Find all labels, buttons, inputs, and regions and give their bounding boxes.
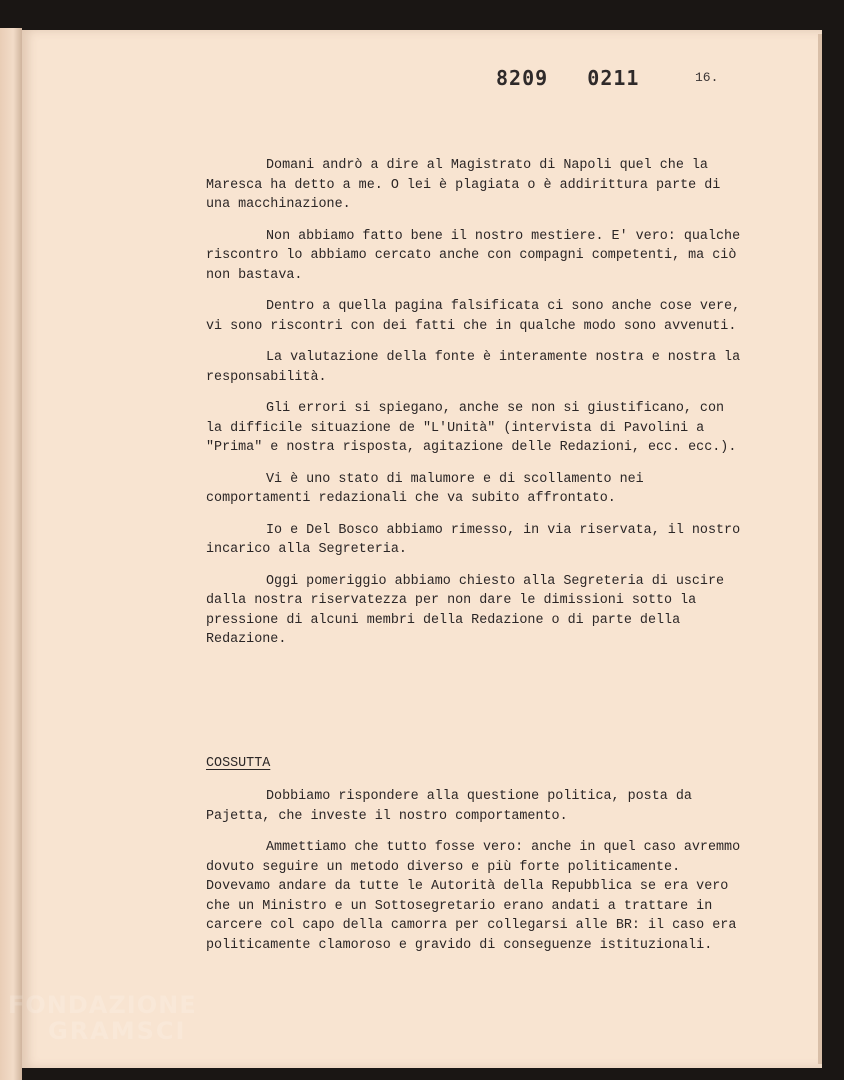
page-number: 16. xyxy=(695,70,719,85)
speaker-heading: COSSUTTA xyxy=(206,755,271,771)
paragraph: Oggi pomeriggio abbiamo chiesto alla Segreteria di uscire dalla nostra riservatezza per non dare le dimissioni sotto la pressione di alcuni membri della Redazione o di parte della Redazione. xyxy=(206,573,725,647)
watermark-line-1: FONDAZIONE xyxy=(8,991,197,1019)
document-body xyxy=(206,156,746,967)
section-spacer xyxy=(206,662,746,754)
fondazione-gramsci-watermark xyxy=(8,992,197,1044)
paragraph: Dentro a quella pagina falsificata ci sono anche cose vere, vi sono riscontri con dei fatti che in qualche modo sono avvenuti. xyxy=(206,299,741,334)
paragraph: Non abbiamo fatto bene il nostro mestiere. E' vero: qualche riscontro lo abbiamo cercato anche con compagni competenti, ma ciò non bastava. xyxy=(206,228,741,283)
paragraph: Ammettiamo che tutto fosse vero: anche in quel caso avremmo dovuto seguire un metodo diverso e più forte politicamente. Dovevamo andare da tutte le Autorità della Repubblica se era vero che un Ministro e un Sottosegretario erano andati a trattare in carcere col capo della camorra per collegarsi alle BR: il caso era politicamente clamoroso e gravido di conseguenze istituzionali. xyxy=(206,840,741,953)
watermark-line-2: GRAMSCI xyxy=(48,1017,187,1045)
paragraph: Domani andrò a dire al Magistrato di Napoli quel che la Maresca ha detto a me. O lei è plagiata o è addirittura parte di una macchinazione. xyxy=(206,158,721,212)
paragraph: Vi è uno stato di malumore e di scollamento nei comportamenti redazionali che va subito affrontato. xyxy=(206,471,644,506)
paragraph: Dobbiamo rispondere alla questione politica, posta da Pajetta, che investe il nostro comportamento. xyxy=(206,789,692,824)
paragraph: La valutazione della fonte è interamente nostra e nostra la responsabilità. xyxy=(206,350,741,385)
facing-page-edge xyxy=(0,28,22,1080)
paragraph: Gli errori si spiegano, anche se non si giustificano, con la difficile situazione de "L'Unità" (intervista di Pavolini a "Prima" e nostra risposta, agitazione delle Redazioni, ecc. ecc.). xyxy=(206,401,737,455)
paragraph: Io e Del Bosco abbiamo rimesso, in via riservata, il nostro incarico alla Segreteria. xyxy=(206,522,741,557)
page-edge-shadow xyxy=(818,34,822,1064)
archive-stamp-number: 8209 0211 xyxy=(496,66,640,90)
